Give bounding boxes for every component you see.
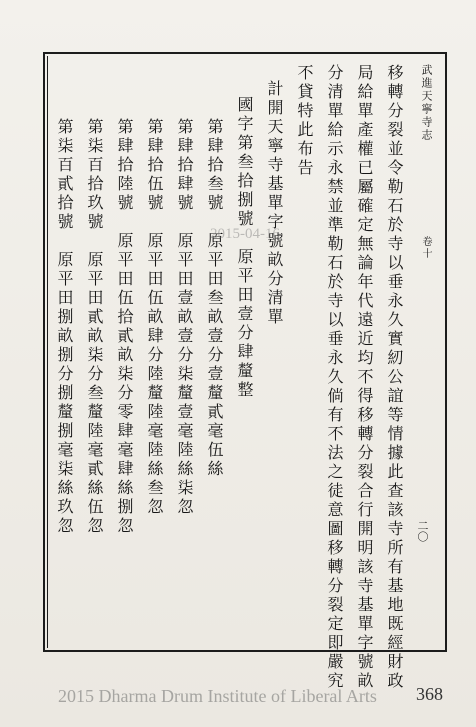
running-header-volume: 卷十 <box>420 236 431 260</box>
text-column-2: 局給單產權已屬確定無論年代遠近均不得移轉分裂合行開明該寺基單字號畝 <box>355 64 374 691</box>
list-item-7: 第柒百貳拾號 原平田捌畝捌分捌釐捌毫柒絲玖忽 <box>55 118 74 536</box>
list-item-2: 第肆拾叁號 原平田叁畝壹分壹釐貳毫伍絲 <box>205 118 224 479</box>
running-header-title: 武進天寧寺志 <box>420 64 433 142</box>
list-item-5: 第肆拾陸號 原平田伍拾貳畝柒分零肆毫肆絲捌忽 <box>115 118 134 536</box>
date-watermark: 2015-04-16 <box>210 226 280 242</box>
running-header-page: 二〇 <box>416 520 429 542</box>
list-item-1: 國字第叁拾捌號 原平田壹分肆釐整 <box>235 96 254 400</box>
header-band <box>407 54 445 650</box>
footer-watermark: 2015 Dharma Drum Institute of Liberal Arts <box>58 686 377 706</box>
list-item-3: 第肆拾肆號 原平田壹畝壹分柒釐壹毫陸絲柒忽 <box>175 118 194 517</box>
text-column-3: 分清單給示永禁並準勒石於寺以垂永久倘有不法之徒意圖移轉分裂定即嚴究 <box>325 64 344 691</box>
page-number: 368 <box>416 684 443 704</box>
text-column-1: 移轉分裂並令勒石於寺以垂永久實紉公誼等情據此查該寺所有基地既經財政 <box>385 64 404 691</box>
list-heading: 計開天寧寺基單字號畝分清單 <box>265 80 284 327</box>
list-item-4: 第肆拾伍號 原平田伍畝肆分陸釐陸毫陸絲叁忽 <box>145 118 164 517</box>
text-column-4: 不貸特此布告 <box>295 64 314 178</box>
list-item-6: 第柒百拾玖號 原平田貳畝柒分叁釐陸毫貳絲伍忽 <box>85 118 104 536</box>
